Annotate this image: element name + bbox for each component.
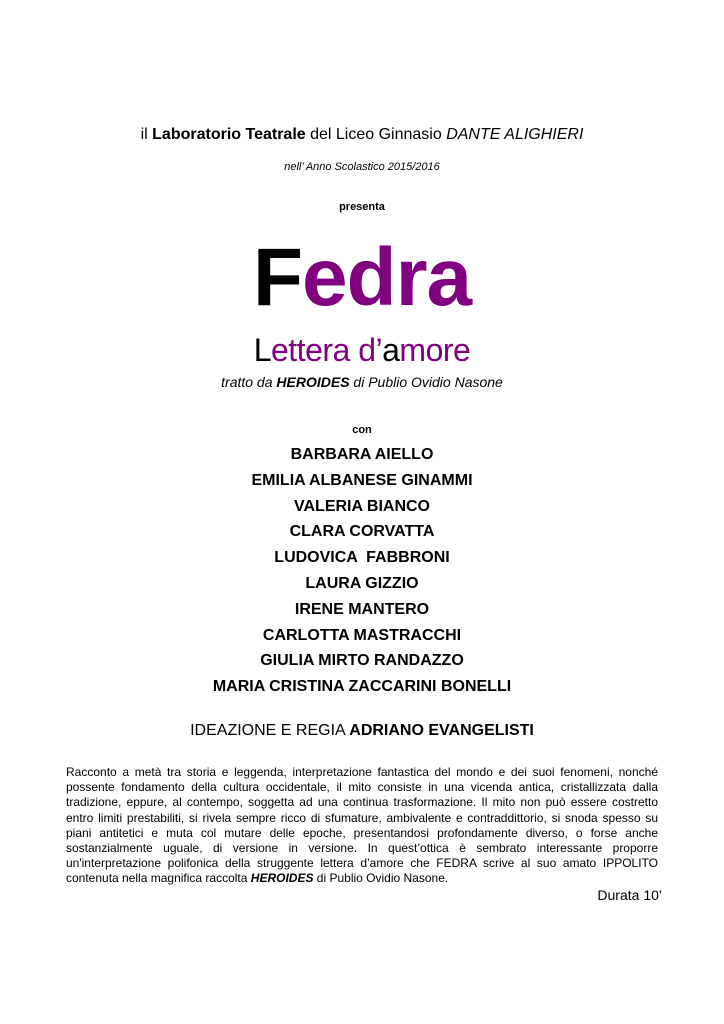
- school-year: nell’ Anno Scolastico 2015/2016: [284, 161, 440, 173]
- description-suffix: di Publio Ovidio Nasone.: [313, 871, 449, 886]
- organizer-line: [0, 126, 724, 144]
- cast-member: MARIA CRISTINA ZACCARINI BONELLI: [212, 678, 512, 696]
- subtitle-part-4: more: [399, 332, 471, 368]
- cast-member: BARBARA AIELLO: [290, 446, 434, 463]
- cast-member: CLARA CORVATTA: [289, 523, 435, 541]
- subtitle-part-2: ettera d’: [270, 332, 383, 368]
- cast-member: CARLOTTA MASTRACCHI: [262, 626, 462, 644]
- direction-label: IDEAZIONE E REGIA: [190, 722, 350, 739]
- cast-member: LUDOVICA FABBRONI: [274, 549, 450, 567]
- title-rest: edra: [301, 232, 472, 323]
- description-paragraph: [66, 765, 658, 887]
- cast-member: GIULIA MIRTO RANDAZZO: [260, 652, 464, 670]
- organizer-school: DANTE ALIGHIERI: [446, 126, 584, 143]
- cast-member: EMILIA ALBANESE GINAMMI: [251, 471, 473, 489]
- duration: Durata 10’: [597, 887, 662, 903]
- source-suffix: di Publio Ovidio Nasone: [349, 374, 503, 390]
- subtitle-part-3: a: [382, 332, 400, 368]
- presenta-label: presenta: [339, 201, 385, 213]
- description-text: Racconto a metà tra storia e leggenda, interpretazione fantastica del mondo e dei suoi fenomeni, nonché possente fondamento della cultura occidentale, il mito consiste in una vicenda antica, cristallizzata dalla tradizione, eppure, al contempo, soggetta ad una continua trasformazione. Il mito non può essere costretto entro limiti prestabiliti, si rivela sempre ricco di sfumature, ambivalente e contraddittorio, si snoda spesso su piani antitetici e muta col mutare delle epoche, presentandosi profondamente diverso, o forse anche sostanzialmente uguale, di versione in versione. In quest’ottica è sembrato interessante proporre un'interpretazione polifonica della struggente lettera d’amore che FEDRA scrive al suo amato IPPOLITO contenuta nella magnifica raccolta: [66, 765, 658, 886]
- source-work: HEROIDES: [276, 374, 350, 390]
- play-subtitle: [0, 330, 724, 370]
- source-prefix: tratto da: [221, 374, 277, 390]
- cast-list: [0, 442, 724, 700]
- play-title: [0, 228, 724, 328]
- source-line: [0, 374, 724, 390]
- organizer-prefix: il: [140, 126, 153, 143]
- director-name: ADRIANO EVANGELISTI: [349, 722, 534, 739]
- subtitle-part-1: L: [253, 332, 271, 368]
- cast-member: IRENE MANTERO: [294, 600, 430, 618]
- organizer-lab: Laboratorio Teatrale: [152, 126, 306, 143]
- con-label: con: [352, 424, 372, 436]
- cast-member: LAURA GIZZIO: [305, 574, 419, 592]
- direction-credit: [0, 722, 724, 740]
- cast-member: VALERIA BIANCO: [294, 497, 430, 515]
- description-work: HEROIDES: [250, 871, 314, 886]
- title-initial: F: [252, 232, 302, 323]
- organizer-middle: del Liceo Ginnasio: [305, 126, 447, 143]
